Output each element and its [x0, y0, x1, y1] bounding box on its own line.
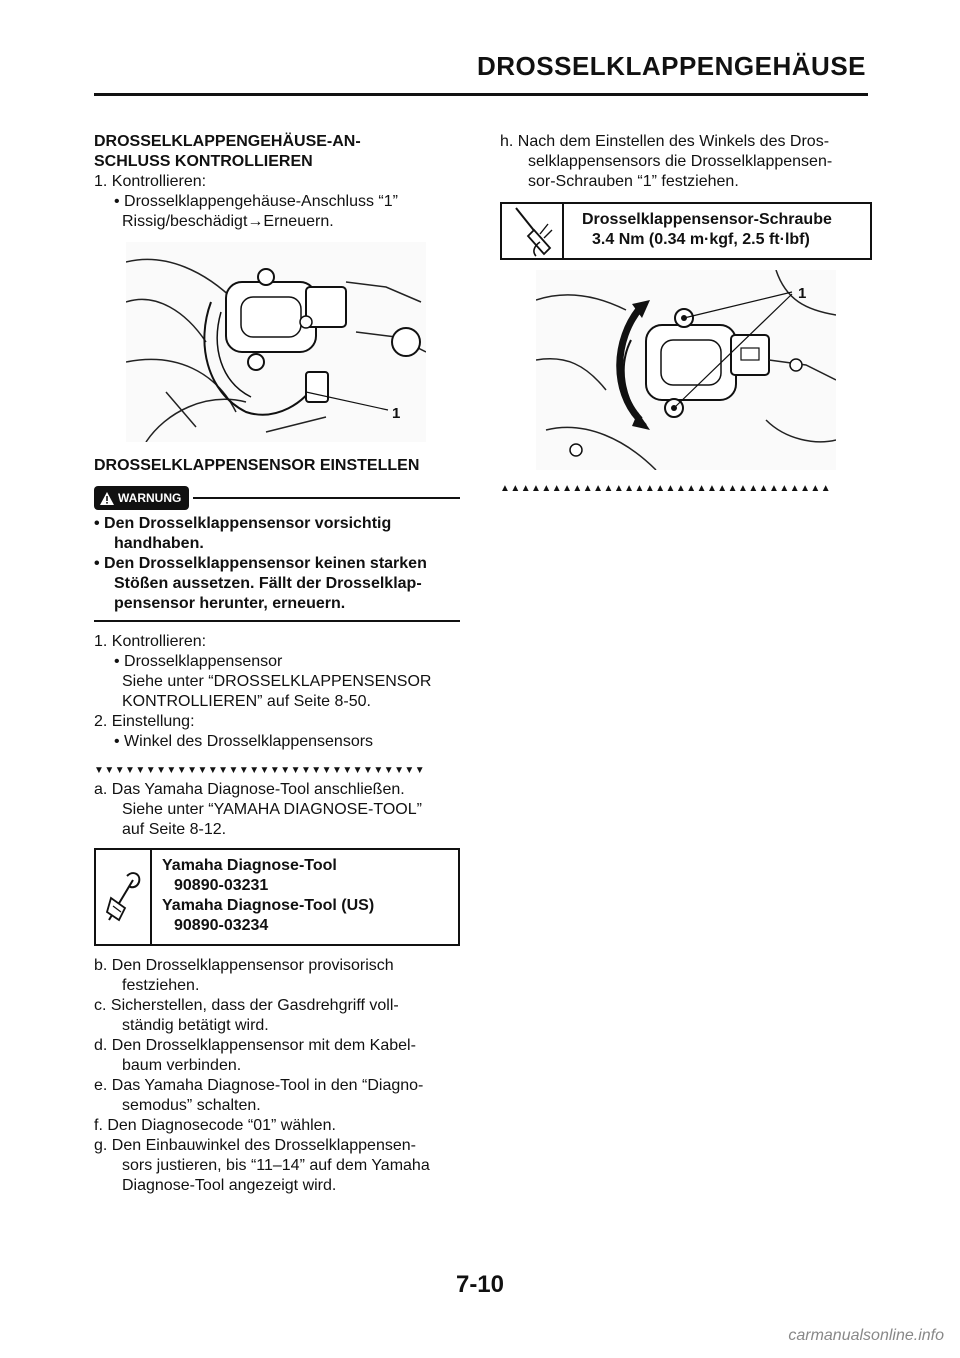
- right-column: [500, 132, 872, 496]
- procedure-end-marker: ▲▲▲▲▲▲▲▲▲▲▲▲▲▲▲▲▲▲▲▲▲▲▲▲▲▲▲▲▲▲▲▲: [500, 483, 832, 494]
- section-title-housing-line2: SCHLUSS KONTROLLIEREN: [94, 153, 313, 170]
- tool-1-number: 90890-03231: [174, 877, 269, 894]
- torque-wrench-icon: [502, 204, 564, 258]
- warning-item-2-cont1: Stößen aussetzen. Fällt der Drosselklap-: [114, 575, 422, 592]
- step-check-sensor: 1. Kontrollieren:: [94, 633, 207, 650]
- throttle-sensor-adjust-photo: [536, 270, 836, 470]
- tool-2-number: 90890-03234: [174, 917, 269, 934]
- special-tool-box: [94, 848, 460, 946]
- torque-spec-value: 3.4 Nm (0.34 m·kgf, 2.5 ft·lbf): [592, 231, 810, 248]
- tool-1-name: Yamaha Diagnose-Tool: [162, 857, 337, 874]
- step-a-line1: a. Das Yamaha Diagnose-Tool anschließen.: [94, 781, 405, 798]
- warning-rule: [193, 497, 460, 499]
- section-title-sensor-adjust: DROSSELKLAPPENSENSOR EINSTELLEN: [94, 457, 420, 474]
- warning-item-1: • Den Drosselklappensensor vorsichtig: [94, 515, 392, 532]
- step-f: f. Den Diagnosecode “01” wählen.: [94, 1117, 336, 1134]
- bullet-housing-joint-cont: Rissig/beschädigt→Erneuern.: [122, 213, 334, 230]
- header-divider: [94, 93, 868, 96]
- step-g-line1: g. Den Einbauwinkel des Drosselklappensen-: [94, 1137, 416, 1154]
- step-h-line3: sor-Schrauben “1” festziehen.: [528, 173, 739, 190]
- diagnostic-tool-icon: [96, 850, 152, 944]
- bullet-sensor: • Drosselklappensensor: [114, 653, 283, 670]
- watermark: carmanualsonline.info: [788, 1327, 944, 1344]
- step-g-line2: sors justieren, bis “11–14” auf dem Yamaha: [122, 1157, 430, 1174]
- step-e-line1: e. Das Yamaha Diagnose-Tool in den “Diagno-: [94, 1077, 424, 1094]
- tool-2-name: Yamaha Diagnose-Tool (US): [162, 897, 375, 914]
- warning-item-1-cont: handhaben.: [114, 535, 204, 552]
- bullet-sensor-angle: • Winkel des Drosselklappensensors: [114, 733, 374, 750]
- warning-badge: [94, 486, 189, 510]
- warning-body: [94, 514, 460, 622]
- bullet-housing-joint: • Drosselklappengehäuse-Anschluss “1”: [114, 193, 398, 210]
- step-h-line1: h. Nach dem Einstellen des Winkels des Dros-: [500, 133, 830, 150]
- torque-spec: [564, 204, 840, 258]
- callout-1: 1: [392, 405, 401, 422]
- special-tool-list: [152, 850, 384, 944]
- warning-item-2: • Den Drosselklappensensor keinen starken: [94, 555, 427, 572]
- step-c-line2: ständig betätigt wird.: [122, 1017, 269, 1034]
- step-b-line2: festziehen.: [122, 977, 200, 994]
- step-b-line1: b. Den Drosselklappensensor provisorisch: [94, 957, 394, 974]
- warning-label: WARNUNG: [118, 491, 182, 505]
- step-c-line1: c. Sicherstellen, dass der Gasdrehgriff voll-: [94, 997, 399, 1014]
- ref-sensor-line1: Siehe unter “DROSSELKLAPPENSENSOR: [122, 673, 432, 690]
- warning-icon: [100, 492, 114, 505]
- step-g-line3: Diagnose-Tool angezeigt wird.: [122, 1177, 337, 1194]
- step-d-line1: d. Den Drosselklappensensor mit dem Kabel-: [94, 1037, 416, 1054]
- warning-item-2-cont2: pensensor herunter, erneuern.: [114, 595, 346, 612]
- step-h-line2: selklappensensors die Drosselklappensen-: [528, 153, 833, 170]
- step-a-line3: auf Seite 8-12.: [122, 821, 227, 838]
- warning-header: [94, 486, 460, 510]
- section-title-housing-line1: DROSSELKLAPPENGEHÄUSE-AN-: [94, 133, 361, 150]
- step-d-line2: baum verbinden.: [122, 1057, 242, 1074]
- procedure-start-marker: ▼▼▼▼▼▼▼▼▼▼▼▼▼▼▼▼▼▼▼▼▼▼▼▼▼▼▼▼▼▼▼▼: [94, 765, 426, 776]
- page-title: DROSSELKLAPPENGEHÄUSE: [477, 51, 866, 81]
- torque-spec-box: [500, 202, 872, 260]
- left-column: [94, 132, 460, 1196]
- throttle-body-joint-photo: [126, 242, 426, 442]
- ref-sensor-line2: KONTROLLIEREN” auf Seite 8-50.: [122, 693, 371, 710]
- callout-1-sensor: 1: [798, 285, 807, 302]
- step-adjust: 2. Einstellung:: [94, 713, 195, 730]
- page-number: 7-10: [455, 1271, 505, 1298]
- torque-spec-name: Drosselklappensensor-Schraube: [582, 211, 832, 228]
- step-e-line2: semodus” schalten.: [122, 1097, 261, 1114]
- step-a-line2: Siehe unter “YAMAHA DIAGNOSE-TOOL”: [122, 801, 422, 818]
- step-check: 1. Kontrollieren:: [94, 173, 207, 190]
